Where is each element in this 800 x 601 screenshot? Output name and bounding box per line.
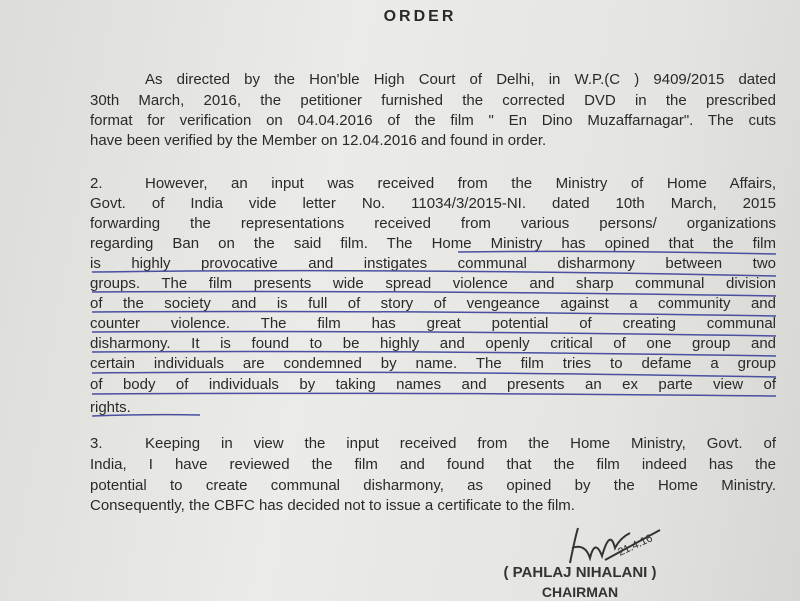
text-line: 30th March, 2016, the petitioner furnished the corrected DVD in the prescribed: [90, 92, 776, 109]
text-line: forwarding the representations received from various persons/ organizations: [90, 215, 776, 232]
text-line: As directed by the Hon'ble High Court of Delhi, in W.P.(C ) 9409/2015 dated: [145, 71, 776, 88]
text-line: disharmony. It is found to be highly and openly critical of one group and: [90, 335, 776, 352]
signatory-name: ( PAHLAJ NIHALANI ): [503, 564, 657, 581]
text-line: Govt. of India vide letter No. 11034/3/2015-NI. dated 10th March, 2015: [90, 195, 776, 212]
text-line: Keeping in view the input received from the Home Ministry, Govt. of: [145, 435, 776, 452]
text-line: of the society and is full of story of vengeance against a community and: [90, 295, 776, 312]
text-line: India, I have reviewed the film and found that the film indeed has the: [90, 456, 776, 473]
text-line: groups. The film presents wide spread violence and sharp communal division: [90, 275, 776, 292]
signatory-designation: CHAIRMAN: [541, 584, 619, 600]
text-line: rights.: [90, 399, 131, 416]
paragraph-number: 3.: [90, 435, 103, 452]
text-line: certain individuals are condemned by name. The film tries to defame a group: [90, 355, 776, 372]
paragraph-number: 2.: [90, 175, 103, 192]
text-line: format for verification on 04.04.2016 of the film " En Dino Muzaffarnagar". The cuts: [90, 112, 776, 129]
text-line: However, an input was received from the Ministry of Home Affairs,: [145, 175, 776, 192]
signature: [560, 518, 680, 568]
signature-date: 21.4.16: [616, 532, 655, 559]
text-line: potential to create communal disharmony, as opined by the Home Ministry.: [90, 477, 776, 494]
text-line: regarding Ban on the said film. The Home Ministry has opined that the film: [90, 235, 776, 252]
text-line: of body of individuals by taking names and presents an ex parte view of: [90, 376, 776, 393]
text-line: Consequently, the CBFC has decided not to issue a certificate to the film.: [90, 497, 575, 514]
text-line: have been verified by the Member on 12.04.2016 and found in order.: [90, 132, 547, 149]
order-title: ORDER: [383, 8, 457, 25]
text-line: counter violence. The film has great potential of creating communal: [90, 315, 776, 332]
text-line: is highly provocative and instigates communal disharmony between two: [90, 255, 776, 272]
